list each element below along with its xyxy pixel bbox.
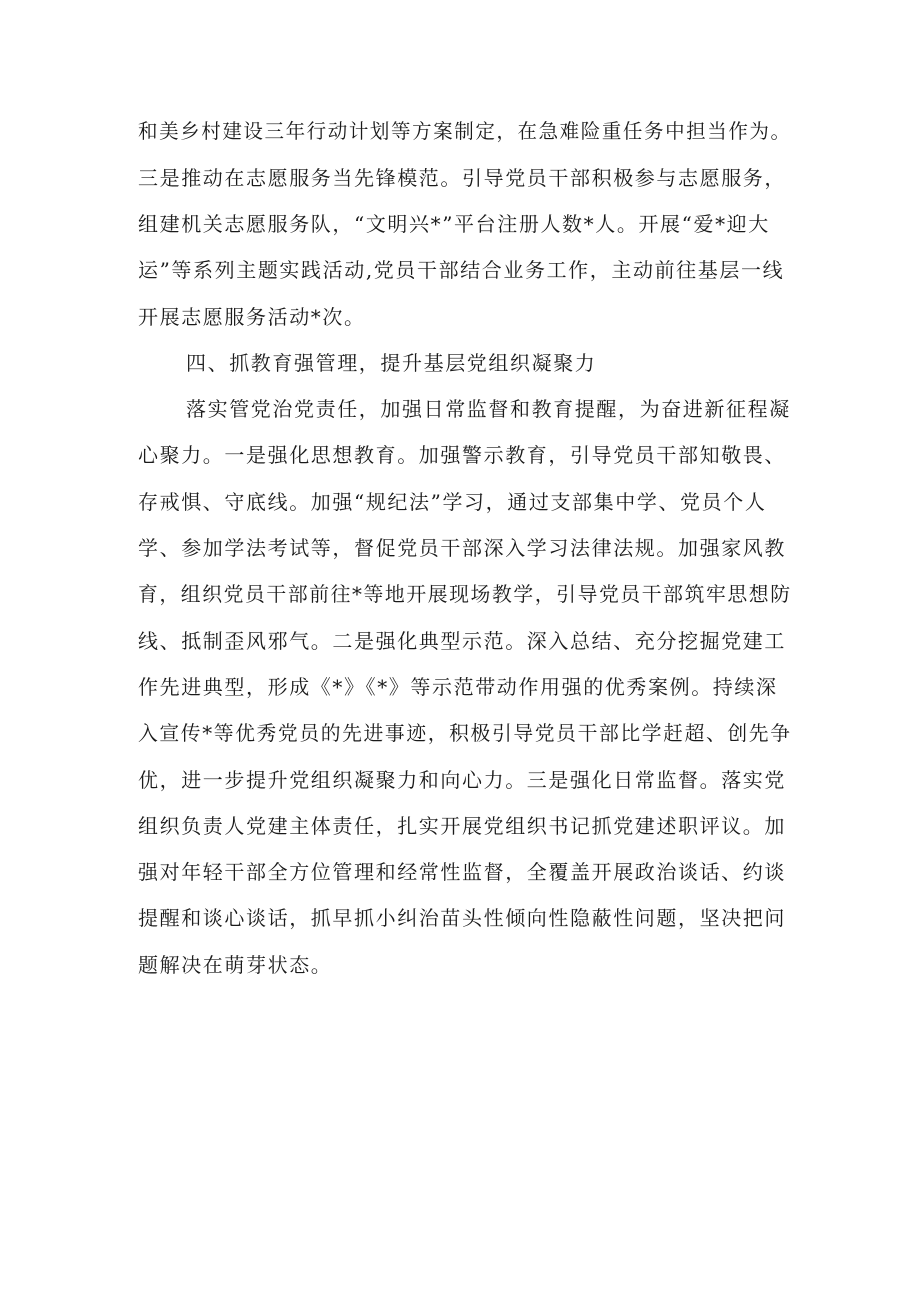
paragraph-line: 落实管党治党责任，加强日常监督和教育提醒，为奋进新征程凝 [186,397,791,421]
text-line: 三是推动在志愿服务当先锋模范。引导党员干部积极参与志愿服务， [138,166,786,190]
paragraph-line: 学、参加学法考试等，督促党员干部深入学习法律法规。加强家风教 [138,536,786,560]
paragraph-line: 提醒和谈心谈话，抓早抓小纠治苗头性倾向性隐蔽性问题，坚决把问 [138,906,786,930]
paragraph-line: 优，进一步提升党组织凝聚力和向心力。三是强化日常监督。落实党 [138,768,786,792]
paragraph-line: 育，组织党员干部前往*等地开展现场教学，引导党员干部筑牢思想防 [138,582,792,606]
paragraph-line: 作先进典型，形成《*》《*》等示范带动作用强的优秀案例。持续深 [138,675,778,699]
paragraph-line: 入宣传*等优秀党员的先进事迹，积极引导党员干部比学赶超、创先争 [138,721,792,745]
paragraph-line: 组织负责人党建主体责任，扎实开展党组织书记抓党建述职评议。加 [138,814,786,838]
paragraph-line: 心聚力。一是强化思想教育。加强警示教育，引导党员干部知敬畏、 [138,443,786,467]
paragraph-line: 强对年轻干部全方位管理和经常性监督，全覆盖开展政治谈话、约谈 [138,860,786,884]
paragraph-line: 存戒惧、守底线。加强“规纪法”学习，通过支部集中学、党员个人 [138,490,767,514]
paragraph-line: 线、抵制歪风邪气。二是强化典型示范。深入总结、充分挖掘党建工 [138,629,786,653]
text-line: 开展志愿服务活动*次。 [138,305,366,329]
text-line: 和美乡村建设三年行动计划等方案制定，在急难险重任务中担当作为。 [138,119,792,143]
text-line: 运”等系列主题实践活动,党员干部结合业务工作，主动前往基层一线 [138,258,785,282]
paragraph-line: 题解决在萌芽状态。 [138,953,333,977]
section-heading: 四、抓教育强管理，提升基层党组织凝聚力 [186,351,597,375]
text-line: 组建机关志愿服务队，“文明兴*”平台注册人数*人。开展“爱*迎大 [138,212,770,236]
